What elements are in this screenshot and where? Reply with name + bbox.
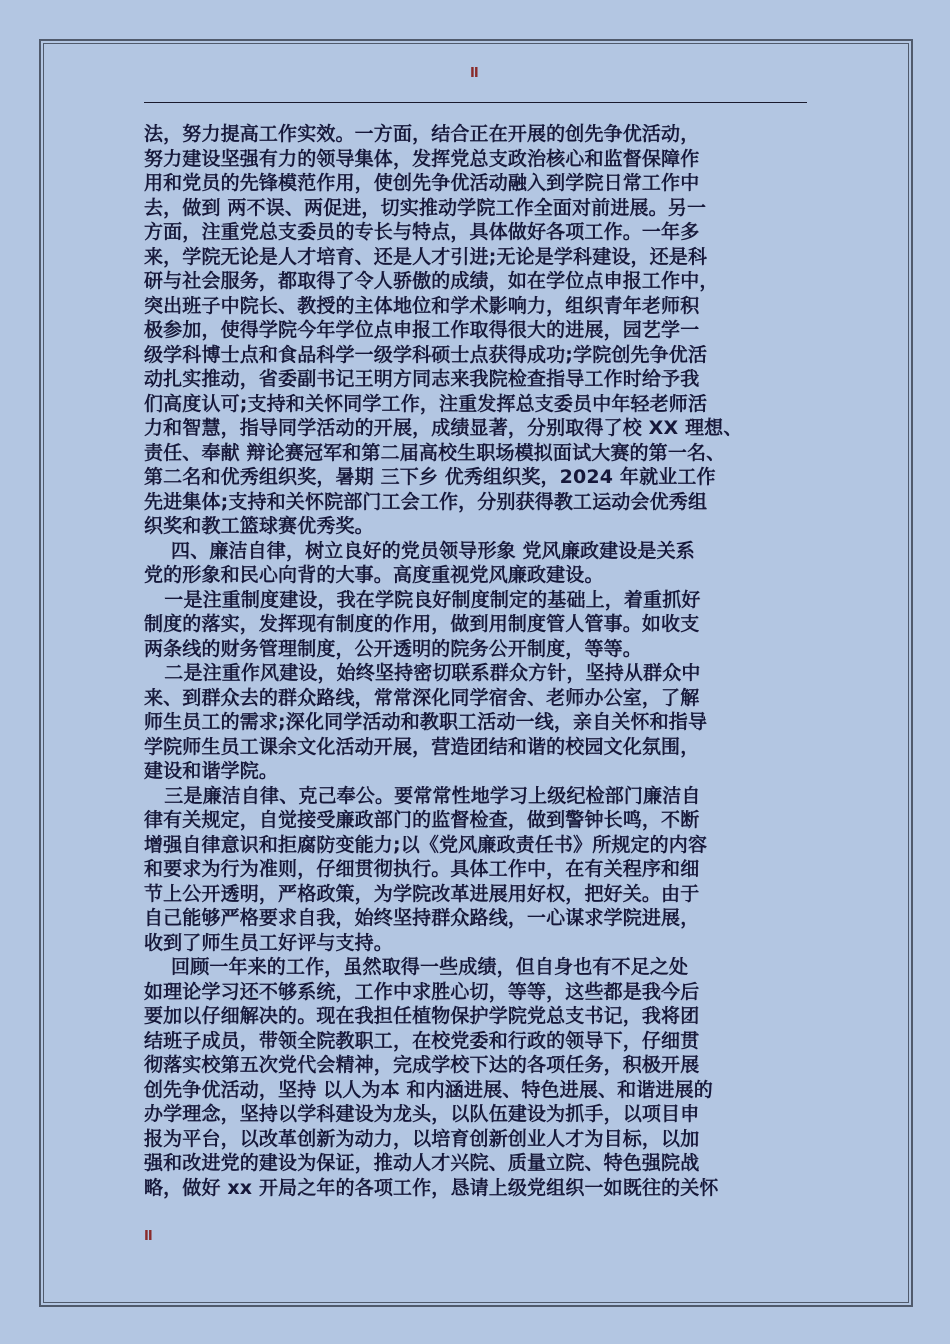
- header-page-mark: II: [470, 66, 478, 81]
- text-line: 制度的落实，发挥现有制度的作用，做到用制度管人管事。如收支: [144, 613, 700, 635]
- text-line: 们高度认可;支持和关怀同学工作，注重发挥总支委员中年轻老师活: [144, 392, 708, 415]
- text-line: 二是注重作风建设，始终坚持密切联系群众方针，坚持从群众中: [144, 662, 701, 684]
- text-line: 三是廉洁自律、克己奉公。要常常性地学习上级纪检部门廉洁自: [144, 784, 701, 807]
- footer-page-mark: II: [144, 1229, 152, 1244]
- text-line: 回顾一年来的工作，虽然取得一些成绩，但自身也有不足之处: [144, 956, 689, 978]
- text-line: 增强自律意识和拒腐防变能力;以《党风廉政责任书》所规定的内容: [144, 833, 708, 856]
- text-line: 织奖和教工篮球赛优秀奖。: [144, 515, 374, 537]
- text-line: 创先争优活动，坚持 以人为本 和内涵进展、特色进展、和谐进展的: [144, 1078, 713, 1101]
- text-line: 师生员工的需求;深化同学活动和教职工活动一线，亲自关怀和指导: [144, 711, 708, 733]
- header-rule: [144, 102, 807, 103]
- text-line: 先进集体;支持和关怀院部门工会工作，分别获得教工运动会优秀组: [144, 490, 708, 513]
- text-line: 责任、奉献 辩论赛冠军和第二届高校生职场模拟面试大赛的第一名、: [144, 441, 726, 464]
- text-line: 自己能够严格要求自我，始终坚持群众路线，一心谋求学院进展，: [144, 907, 700, 929]
- text-line: 来、到群众去的群众路线，常常深化同学宿舍、老师办公室，了解: [144, 686, 700, 709]
- text-line: 研与社会服务，都取得了令人骄傲的成绩，如在学位点申报工作中，: [144, 270, 719, 292]
- text-line: 强和改进党的建设为保证，推动人才兴院、质量立院、特色强院战: [144, 1152, 700, 1174]
- text-line: 报为平台，以改革创新为动力，以培育创新创业人才为目标，以加: [144, 1127, 700, 1150]
- text-line: 和要求为行为准则，仔细贯彻执行。具体工作中，在有关程序和细: [144, 858, 700, 880]
- text-line: 来，学院无论是人才培育、还是人才引进;无论是学科建设，还是科: [144, 245, 708, 268]
- text-line: 一是注重制度建设，我在学院良好制度制定的基础上，着重抓好: [144, 588, 701, 611]
- text-line: 两条线的财务管理制度，公开透明的院务公开制度，等等。: [144, 637, 642, 660]
- text-line: 用和党员的先锋模范作用，使创先争优活动融入到学院日常工作中: [144, 172, 700, 194]
- text-line: 略，做好 xx 开局之年的各项工作，恳请上级党组织一如既往的关怀: [144, 1176, 719, 1199]
- text-line: 如理论学习还不够系统，工作中求胜心切，等等，这些都是我今后: [144, 980, 700, 1003]
- text-line: 办学理念，坚持以学科建设为龙头，以队伍建设为抓手，以项目申: [144, 1103, 700, 1125]
- text-line: 党的形象和民心向背的大事。高度重视党风廉政建设。: [144, 564, 604, 586]
- document-body: [144, 122, 810, 1200]
- text-line: 彻落实校第五次党代会精神，完成学校下达的各项任务，积极开展: [144, 1054, 700, 1076]
- text-line: 结班子成员，带领全院教职工，在校党委和行政的领导下，仔细贯: [144, 1029, 700, 1052]
- text-line: 级学科博士点和食品科学一级学科硕士点获得成功;学院创先争优活: [144, 343, 708, 366]
- text-line: 方面，注重党总支委员的专长与特点，具体做好各项工作。一年多: [144, 221, 700, 243]
- text-line: 四、廉洁自律，树立良好的党员领导形象 党风廉政建设是关系: [144, 539, 695, 562]
- text-line: 力和智慧，指导同学活动的开展，成绩显著，分别取得了校 XX 理想、: [144, 417, 743, 439]
- text-line: 努力建设坚强有力的领导集体，发挥党总支政治核心和监督保障作: [144, 147, 700, 170]
- text-line: 突出班子中院长、教授的主体地位和学术影响力，组织青年老师积: [144, 294, 700, 317]
- text-line: 极参加，使得学院今年学位点申报工作取得很大的进展，园艺学一: [144, 319, 700, 341]
- text-line: 法，努力提高工作实效。一方面，结合正在开展的创先争优活动，: [144, 123, 700, 145]
- text-line: 建设和谐学院。: [144, 760, 279, 782]
- text-line: 收到了师生员工好评与支持。: [144, 931, 393, 954]
- text-line: 律有关规定，自觉接受廉政部门的监督检查，做到警钟长鸣，不断: [144, 809, 700, 831]
- text-line: 去，做到 两不误、两促进，切实推动学院工作全面对前进展。另一: [144, 196, 707, 219]
- text-line: 节上公开透明，严格政策，为学院改革进展用好权，把好关。由于: [144, 882, 700, 905]
- text-line: 学院师生员工课余文化活动开展，营造团结和谐的校园文化氛围，: [144, 735, 700, 758]
- text-line: 第二名和优秀组织奖，暑期 三下乡 优秀组织奖，2024 年就业工作: [144, 466, 716, 488]
- text-line: 要加以仔细解决的。现在我担任植物保护学院党总支书记，我将团: [144, 1005, 700, 1027]
- text-line: 动扎实推动，省委副书记王明方同志来我院检查指导工作时给予我: [144, 368, 700, 390]
